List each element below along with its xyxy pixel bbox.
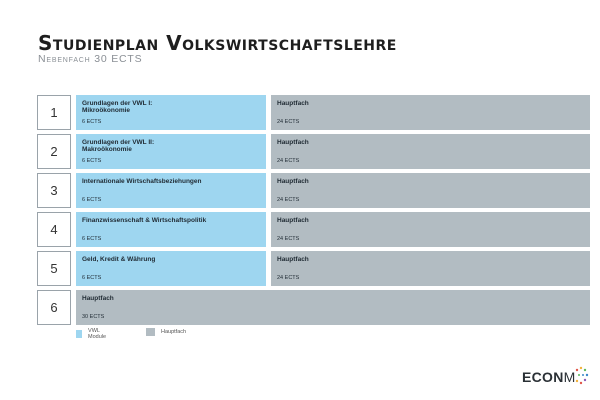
hauptfach-ects: 30 ECTS: [82, 313, 105, 320]
legend-swatch-vwl: [76, 330, 82, 338]
vwl-module-cell: [76, 134, 266, 169]
semester-number: 6: [37, 290, 71, 325]
semester-number: 3: [37, 173, 71, 208]
legend-label-vwl: VWL Module: [88, 328, 107, 340]
legend-item-haupt: [146, 328, 186, 336]
hauptfach-ects: 24 ECTS: [277, 157, 300, 164]
module-ects: 6 ECTS: [82, 235, 102, 242]
hauptfach-label: Hauptfach: [277, 217, 309, 224]
vwl-module-cell: [76, 173, 266, 208]
hauptfach-cell: [76, 290, 590, 325]
logo-text: ECON: [522, 369, 564, 385]
hauptfach-cell: [271, 173, 590, 208]
hauptfach-cell: [271, 212, 590, 247]
semester-row-2: [37, 134, 590, 169]
module-label: Internationale Wirtschaftsbeziehungen: [82, 178, 202, 185]
hauptfach-label: Hauptfach: [277, 139, 309, 146]
hauptfach-label: Hauptfach: [277, 100, 309, 107]
module-label: Geld, Kredit & Währung: [82, 256, 156, 263]
hauptfach-cell: [271, 134, 590, 169]
hauptfach-ects: 24 ECTS: [277, 235, 300, 242]
module-label: Grundlagen der VWL II: Makroökonomie: [82, 139, 155, 154]
hauptfach-ects: 24 ECTS: [277, 196, 300, 203]
legend-item-vwl: [76, 328, 109, 340]
module-ects: 6 ECTS: [82, 118, 102, 125]
page-title: Studienplan Volkswirtschaftslehre: [38, 31, 397, 55]
module-label: Finanzwissenschaft & Wirtschaftspolitik: [82, 217, 207, 224]
semester-row-3: [37, 173, 590, 208]
semester-row-5: [37, 251, 590, 286]
module-label: Grundlagen der VWL I: Mikroökonomie: [82, 100, 153, 115]
module-ects: 6 ECTS: [82, 157, 102, 164]
hauptfach-ects: 24 ECTS: [277, 274, 300, 281]
hauptfach-cell: [271, 95, 590, 130]
semester-row-6: [37, 290, 590, 325]
hauptfach-label: Hauptfach: [277, 178, 309, 185]
vwl-module-cell: [76, 212, 266, 247]
semester-row-4: [37, 212, 590, 247]
legend-swatch-haupt: [146, 328, 155, 336]
vwl-module-cell: [76, 251, 266, 286]
legend-label-haupt: Hauptfach: [161, 329, 187, 335]
hauptfach-ects: 24 ECTS: [277, 118, 300, 125]
hauptfach-cell: [271, 251, 590, 286]
module-ects: 6 ECTS: [82, 196, 102, 203]
semester-number: 5: [37, 251, 71, 286]
module-ects: 6 ECTS: [82, 274, 102, 281]
logo-mark: M: [563, 369, 576, 385]
econ-logo: [522, 366, 589, 388]
semester-number: 1: [37, 95, 71, 130]
semester-number: 4: [37, 212, 71, 247]
page-subtitle: Nebenfach 30 ECTS: [38, 53, 143, 65]
hauptfach-label: Hauptfach: [277, 256, 309, 263]
semester-number: 2: [37, 134, 71, 169]
hauptfach-label: Hauptfach: [82, 295, 114, 302]
semester-row-1: [37, 95, 590, 130]
vwl-module-cell: [76, 95, 266, 130]
logo-dots-icon: [575, 366, 589, 388]
